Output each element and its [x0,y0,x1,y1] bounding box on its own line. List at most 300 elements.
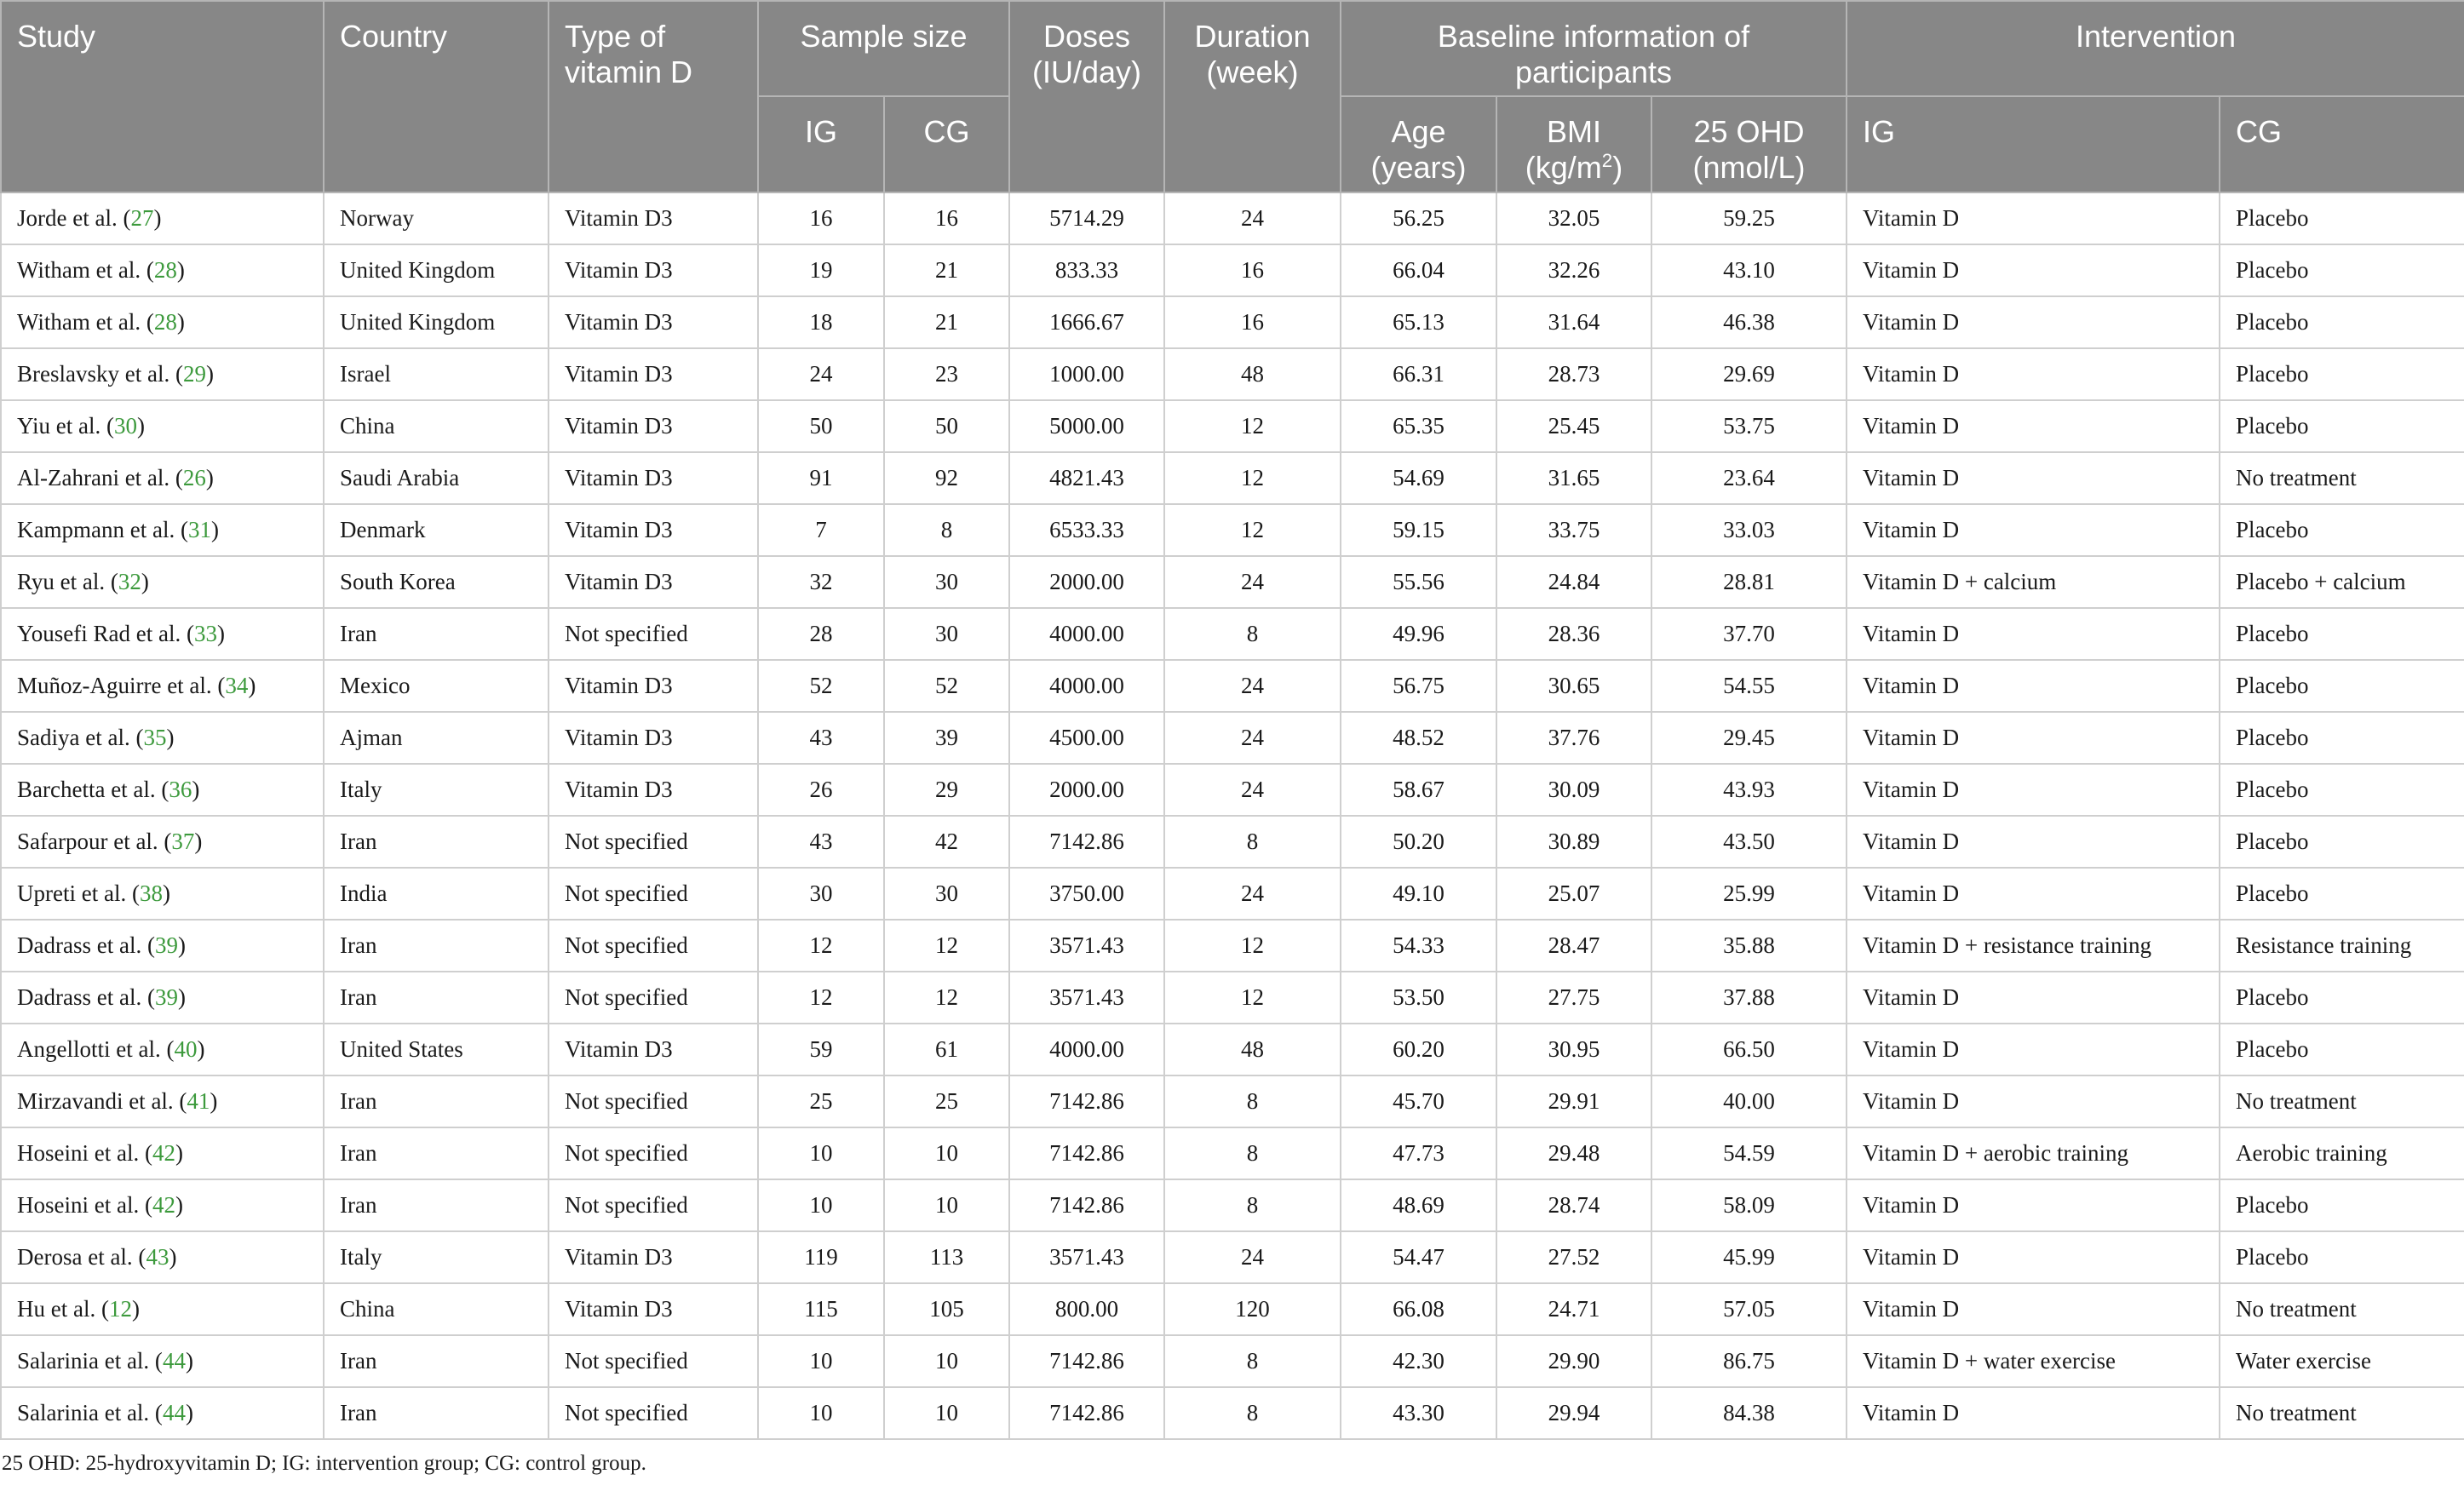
cell-25ohd: 86.75 [1651,1335,1847,1387]
reference-link[interactable]: 12 [108,1296,132,1322]
cell-dose: 4000.00 [1009,608,1164,660]
cell-age: 43.30 [1341,1387,1496,1439]
cell-duration: 24 [1164,764,1341,816]
cell-age: 55.56 [1341,556,1496,608]
cell-vitamin-type: Vitamin D3 [549,1283,758,1335]
cell-sample-cg: 92 [884,452,1009,504]
study-ref-close: ) [197,1036,205,1062]
cell-age: 45.70 [1341,1075,1496,1127]
cell-dose: 2000.00 [1009,764,1164,816]
cell-sample-ig: 12 [758,972,884,1024]
cell-country: Denmark [324,504,549,556]
cell-country: China [324,1283,549,1335]
cell-country: South Korea [324,556,549,608]
cell-bmi: 27.75 [1496,972,1651,1024]
cell-vitamin-type: Vitamin D3 [549,504,758,556]
cell-bmi: 29.94 [1496,1387,1651,1439]
study-author: Witham et al. ( [17,309,154,335]
cell-country: Mexico [324,660,549,712]
cell-intervention-cg: No treatment [2220,1387,2464,1439]
cell-sample-cg: 30 [884,556,1009,608]
header-bmi-sup: 2 [1601,150,1613,171]
cell-dose: 7142.86 [1009,1387,1164,1439]
cell-dose: 3571.43 [1009,972,1164,1024]
study-author: Hu et al. ( [17,1296,109,1322]
cell-duration: 16 [1164,296,1341,348]
table-row [1,660,2464,712]
cell-sample-cg: 8 [884,504,1009,556]
cell-dose: 7142.86 [1009,1179,1164,1231]
header-country: Country [324,1,549,192]
cell-sample-cg: 39 [884,712,1009,764]
study-author: Hoseini et al. ( [17,1192,152,1218]
cell-intervention-cg: Placebo [2220,660,2464,712]
cell-dose: 5714.29 [1009,192,1164,244]
study-ref-close: ) [131,1296,140,1322]
cell-25ohd: 66.50 [1651,1024,1847,1075]
study-author: Upreti et al. ( [17,880,140,906]
study-author: Yiu et al. ( [17,413,114,439]
study-author: Kampmann et al. ( [17,517,188,542]
cell-age: 66.31 [1341,348,1496,400]
cell-duration: 8 [1164,1335,1341,1387]
header-sample-size: Sample size [758,1,1009,96]
study-ref-close: ) [169,1244,177,1270]
cell-duration: 8 [1164,1127,1341,1179]
cell-sample-ig: 10 [758,1179,884,1231]
cell-study [1,1231,324,1283]
cell-25ohd: 29.69 [1651,348,1847,400]
cell-duration: 12 [1164,452,1341,504]
cell-study [1,1075,324,1127]
study-author: Hoseini et al. ( [17,1140,152,1166]
reference-link[interactable]: 32 [118,569,141,594]
study-ref-close: ) [176,257,185,283]
cell-bmi: 28.74 [1496,1179,1651,1231]
cell-country: Iran [324,972,549,1024]
cell-bmi: 32.26 [1496,244,1651,296]
cell-25ohd: 29.45 [1651,712,1847,764]
cell-intervention-ig: Vitamin D [1847,400,2220,452]
study-ref-close: ) [205,361,214,387]
cell-study [1,504,324,556]
reference-link[interactable]: 28 [153,309,177,335]
cell-intervention-cg: Water exercise [2220,1335,2464,1387]
cell-intervention-ig: Vitamin D [1847,296,2220,348]
reference-link[interactable]: 31 [187,517,211,542]
cell-intervention-ig: Vitamin D [1847,660,2220,712]
cell-sample-cg: 21 [884,244,1009,296]
table-row [1,972,2464,1024]
reference-link[interactable]: 39 [154,932,178,958]
table-row [1,1231,2464,1283]
table-row [1,192,2464,244]
table-row [1,400,2464,452]
cell-intervention-cg: Placebo [2220,244,2464,296]
header-baseline: Baseline information of participants [1341,1,1847,96]
cell-dose: 4000.00 [1009,660,1164,712]
cell-dose: 4500.00 [1009,712,1164,764]
cell-25ohd: 37.88 [1651,972,1847,1024]
cell-dose: 4821.43 [1009,452,1164,504]
cell-sample-ig: 59 [758,1024,884,1075]
table-row [1,1024,2464,1075]
table-row [1,296,2464,348]
study-ref-close: ) [136,413,145,439]
cell-dose: 800.00 [1009,1283,1164,1335]
cell-intervention-ig: Vitamin D [1847,816,2220,868]
cell-bmi: 28.73 [1496,348,1651,400]
cell-dose: 7142.86 [1009,816,1164,868]
cell-25ohd: 53.75 [1651,400,1847,452]
cell-sample-ig: 52 [758,660,884,712]
cell-intervention-ig: Vitamin D [1847,764,2220,816]
study-author: Derosa et al. ( [17,1244,146,1270]
cell-intervention-cg: Placebo [2220,192,2464,244]
cell-intervention-cg: No treatment [2220,452,2464,504]
cell-sample-ig: 19 [758,244,884,296]
reference-link[interactable]: 36 [169,777,192,802]
cell-study [1,296,324,348]
cell-intervention-ig: Vitamin D [1847,1283,2220,1335]
study-author: Safarpour et al. ( [17,829,172,854]
cell-duration: 12 [1164,400,1341,452]
reference-link[interactable]: 42 [152,1192,175,1218]
study-author: Salarinia et al. ( [17,1348,163,1374]
cell-country: Iran [324,608,549,660]
cell-bmi: 30.89 [1496,816,1651,868]
cell-age: 50.20 [1341,816,1496,868]
study-ref-close: ) [175,1140,183,1166]
cell-sample-ig: 28 [758,608,884,660]
cell-vitamin-type: Not specified [549,1179,758,1231]
reference-link[interactable]: 27 [130,205,154,231]
cell-dose: 3571.43 [1009,1231,1164,1283]
table-row [1,1335,2464,1387]
cell-25ohd: 59.25 [1651,192,1847,244]
cell-age: 59.15 [1341,504,1496,556]
cell-age: 66.04 [1341,244,1496,296]
cell-25ohd: 37.70 [1651,608,1847,660]
cell-age: 54.33 [1341,920,1496,972]
header-sample-cg: CG [884,96,1009,192]
reference-link[interactable]: 26 [182,465,206,490]
cell-sample-ig: 25 [758,1075,884,1127]
cell-bmi: 27.52 [1496,1231,1651,1283]
study-ref-close: ) [210,1088,218,1114]
cell-25ohd: 45.99 [1651,1231,1847,1283]
cell-age: 66.08 [1341,1283,1496,1335]
cell-sample-cg: 30 [884,868,1009,920]
study-ref-close: ) [210,517,219,542]
cell-age: 60.20 [1341,1024,1496,1075]
cell-sample-cg: 50 [884,400,1009,452]
table-row [1,1127,2464,1179]
cell-intervention-ig: Vitamin D + calcium [1847,556,2220,608]
cell-country: United States [324,1024,549,1075]
cell-vitamin-type: Not specified [549,868,758,920]
cell-vitamin-type: Vitamin D3 [549,400,758,452]
table-body [1,192,2464,1439]
cell-25ohd: 58.09 [1651,1179,1847,1231]
cell-25ohd: 43.10 [1651,244,1847,296]
cell-duration: 12 [1164,920,1341,972]
study-ref-close: ) [162,880,170,906]
cell-duration: 24 [1164,1231,1341,1283]
cell-study [1,712,324,764]
cell-sample-cg: 10 [884,1335,1009,1387]
cell-bmi: 29.90 [1496,1335,1651,1387]
cell-sample-ig: 10 [758,1387,884,1439]
study-ref-close: ) [141,569,149,594]
cell-country: Iran [324,920,549,972]
study-author: Barchetta et al. ( [17,777,169,802]
cell-vitamin-type: Not specified [549,1335,758,1387]
study-author: Breslavsky et al. ( [17,361,183,387]
cell-25ohd: 35.88 [1651,920,1847,972]
study-ref-close: ) [185,1348,193,1374]
reference-link[interactable]: 39 [154,984,178,1010]
cell-intervention-cg: Placebo [2220,816,2464,868]
cell-intervention-cg: Aerobic training [2220,1127,2464,1179]
header-intervention-cg: CG [2220,96,2464,192]
cell-study [1,1387,324,1439]
cell-intervention-ig: Vitamin D [1847,1179,2220,1231]
cell-duration: 24 [1164,712,1341,764]
cell-sample-ig: 18 [758,296,884,348]
reference-link[interactable]: 28 [153,257,177,283]
study-author: Ryu et al. ( [17,569,118,594]
cell-intervention-ig: Vitamin D [1847,608,2220,660]
header-type: Type of vitamin D [549,1,758,192]
cell-age: 65.13 [1341,296,1496,348]
cell-duration: 8 [1164,1387,1341,1439]
header-25ohd: 25 OHD (nmol/L) [1651,96,1847,192]
header-sample-ig: IG [758,96,884,192]
cell-dose: 1666.67 [1009,296,1164,348]
table-row [1,920,2464,972]
cell-country: Iran [324,1127,549,1179]
cell-country: Iran [324,1335,549,1387]
cell-study [1,764,324,816]
study-ref-close: ) [192,777,200,802]
cell-sample-ig: 115 [758,1283,884,1335]
cell-study [1,1179,324,1231]
reference-link[interactable]: 40 [174,1036,198,1062]
cell-study [1,1127,324,1179]
reference-link[interactable]: 44 [162,1400,186,1425]
reference-link[interactable]: 41 [187,1088,210,1114]
reference-link[interactable]: 44 [162,1348,186,1374]
cell-bmi: 28.47 [1496,920,1651,972]
cell-bmi: 29.48 [1496,1127,1651,1179]
cell-study [1,660,324,712]
cell-25ohd: 54.59 [1651,1127,1847,1179]
header-doses: Doses (IU/day) [1009,1,1164,192]
table-row [1,244,2464,296]
cell-intervention-ig: Vitamin D [1847,504,2220,556]
cell-age: 65.35 [1341,400,1496,452]
header-duration: Duration (week) [1164,1,1341,192]
cell-sample-cg: 21 [884,296,1009,348]
cell-25ohd: 25.99 [1651,868,1847,920]
cell-intervention-ig: Vitamin D [1847,868,2220,920]
cell-age: 58.67 [1341,764,1496,816]
cell-sample-cg: 105 [884,1283,1009,1335]
table-footnote: 25 OHD: 25-hydroxyvitamin D; IG: intervention group; CG: control group. [2,1452,646,1475]
table-row [1,504,2464,556]
cell-intervention-cg: Placebo [2220,348,2464,400]
reference-link[interactable]: 43 [146,1244,169,1270]
cell-sample-cg: 113 [884,1231,1009,1283]
cell-intervention-cg: Placebo [2220,1024,2464,1075]
cell-bmi: 28.36 [1496,608,1651,660]
reference-link[interactable]: 29 [182,361,206,387]
cell-intervention-cg: Placebo [2220,868,2464,920]
cell-25ohd: 33.03 [1651,504,1847,556]
study-author: Dadrass et al. ( [17,984,155,1010]
study-ref-close: ) [177,984,186,1010]
cell-dose: 1000.00 [1009,348,1164,400]
reference-link[interactable]: 34 [225,673,249,698]
cell-duration: 12 [1164,504,1341,556]
cell-intervention-cg: Placebo [2220,764,2464,816]
study-author: Salarinia et al. ( [17,1400,163,1425]
header-intervention: Intervention [1847,1,2464,96]
cell-sample-cg: 52 [884,660,1009,712]
cell-intervention-cg: No treatment [2220,1075,2464,1127]
cell-bmi: 29.91 [1496,1075,1651,1127]
cell-intervention-ig: Vitamin D [1847,712,2220,764]
cell-sample-ig: 91 [758,452,884,504]
cell-dose: 5000.00 [1009,400,1164,452]
cell-intervention-cg: Placebo [2220,972,2464,1024]
cell-study [1,868,324,920]
cell-vitamin-type: Vitamin D3 [549,712,758,764]
cell-intervention-cg: No treatment [2220,1283,2464,1335]
reference-link[interactable]: 37 [171,829,195,854]
study-author: Al-Zahrani et al. ( [17,465,183,490]
cell-duration: 24 [1164,660,1341,712]
table-row [1,1179,2464,1231]
cell-sample-ig: 43 [758,816,884,868]
cell-sample-cg: 16 [884,192,1009,244]
cell-vitamin-type: Vitamin D3 [549,244,758,296]
cell-age: 56.25 [1341,192,1496,244]
table-row [1,712,2464,764]
cell-sample-cg: 42 [884,816,1009,868]
cell-25ohd: 28.81 [1651,556,1847,608]
cell-dose: 3571.43 [1009,920,1164,972]
study-author: Muñoz-Aguirre et al. ( [17,673,226,698]
table-row [1,868,2464,920]
reference-link[interactable]: 42 [152,1140,175,1166]
table-header [1,1,2464,192]
cell-intervention-ig: Vitamin D + resistance training [1847,920,2220,972]
cell-intervention-cg: Placebo [2220,504,2464,556]
cell-25ohd: 43.93 [1651,764,1847,816]
cell-sample-ig: 50 [758,400,884,452]
cell-bmi: 32.05 [1496,192,1651,244]
table-row [1,556,2464,608]
study-ref-close: ) [153,205,162,231]
cell-country: Ajman [324,712,549,764]
cell-intervention-ig: Vitamin D [1847,972,2220,1024]
cell-country: China [324,400,549,452]
reference-link[interactable]: 33 [193,621,217,646]
cell-duration: 48 [1164,1024,1341,1075]
reference-link[interactable]: 30 [113,413,137,439]
cell-vitamin-type: Vitamin D3 [549,1231,758,1283]
cell-duration: 8 [1164,816,1341,868]
cell-sample-ig: 10 [758,1335,884,1387]
cell-sample-ig: 12 [758,920,884,972]
study-ref-close: ) [166,725,175,750]
cell-sample-ig: 30 [758,868,884,920]
cell-country: Iran [324,1179,549,1231]
cell-intervention-ig: Vitamin D [1847,1075,2220,1127]
cell-25ohd: 57.05 [1651,1283,1847,1335]
cell-age: 49.10 [1341,868,1496,920]
cell-vitamin-type: Vitamin D3 [549,296,758,348]
study-author: Mirzavandi et al. ( [17,1088,187,1114]
cell-country: Iran [324,1075,549,1127]
study-author: Angellotti et al. ( [17,1036,175,1062]
cell-intervention-ig: Vitamin D [1847,1231,2220,1283]
cell-duration: 16 [1164,244,1341,296]
cell-vitamin-type: Vitamin D3 [549,192,758,244]
cell-age: 48.52 [1341,712,1496,764]
cell-intervention-cg: Placebo [2220,400,2464,452]
cell-sample-cg: 12 [884,920,1009,972]
cell-intervention-cg: Placebo [2220,1179,2464,1231]
cell-intervention-ig: Vitamin D [1847,1024,2220,1075]
cell-sample-ig: 43 [758,712,884,764]
cell-vitamin-type: Not specified [549,1387,758,1439]
cell-country: Saudi Arabia [324,452,549,504]
cell-study [1,1024,324,1075]
cell-bmi: 24.71 [1496,1283,1651,1335]
reference-link[interactable]: 38 [139,880,163,906]
table-row [1,348,2464,400]
cell-sample-ig: 10 [758,1127,884,1179]
cell-dose: 7142.86 [1009,1127,1164,1179]
cell-sample-ig: 119 [758,1231,884,1283]
header-bmi-text: BMI (kg/m [1525,114,1602,185]
cell-sample-cg: 10 [884,1179,1009,1231]
cell-dose: 2000.00 [1009,556,1164,608]
header-bmi [1496,96,1651,192]
cell-age: 54.47 [1341,1231,1496,1283]
cell-sample-ig: 26 [758,764,884,816]
cell-dose: 4000.00 [1009,1024,1164,1075]
header-bmi-close: ) [1612,150,1623,185]
reference-link[interactable]: 35 [143,725,167,750]
cell-duration: 24 [1164,868,1341,920]
cell-age: 54.69 [1341,452,1496,504]
cell-vitamin-type: Vitamin D3 [549,764,758,816]
cell-duration: 24 [1164,556,1341,608]
cell-study [1,348,324,400]
table-row [1,816,2464,868]
cell-intervention-cg: Placebo [2220,712,2464,764]
cell-vitamin-type: Not specified [549,608,758,660]
cell-vitamin-type: Vitamin D3 [549,1024,758,1075]
cell-sample-cg: 12 [884,972,1009,1024]
cell-country: India [324,868,549,920]
cell-bmi: 24.84 [1496,556,1651,608]
cell-intervention-ig: Vitamin D [1847,348,2220,400]
